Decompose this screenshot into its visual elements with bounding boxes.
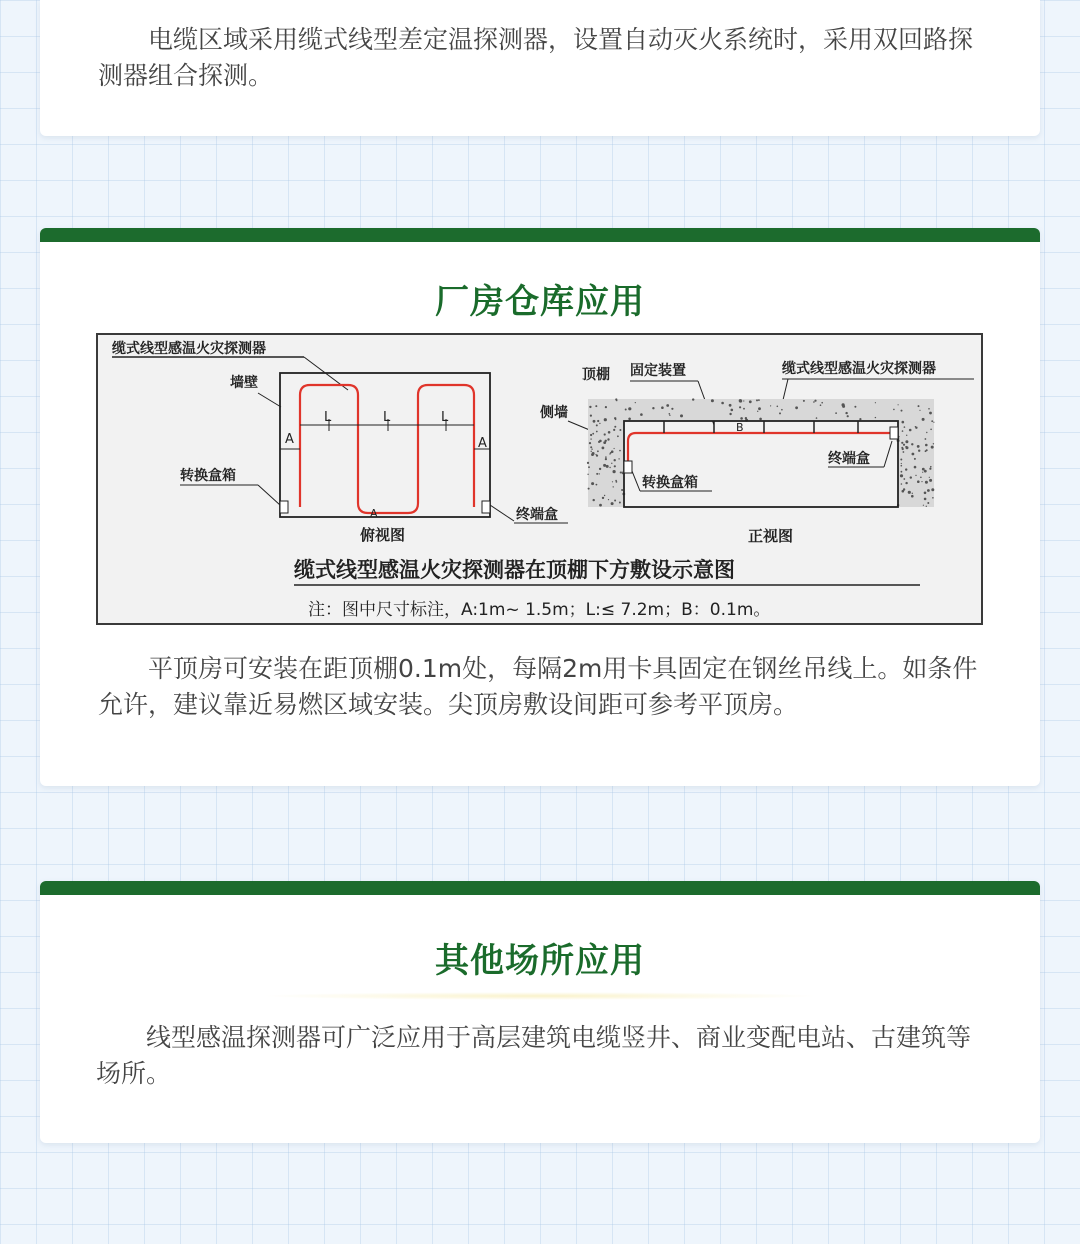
concrete-speckle xyxy=(589,442,591,444)
concrete-speckle xyxy=(821,402,823,404)
concrete-speckle xyxy=(931,420,933,422)
concrete-speckle xyxy=(904,426,906,428)
concrete-speckle xyxy=(671,408,673,410)
concrete-speckle xyxy=(669,415,670,416)
concrete-speckle xyxy=(898,404,899,405)
concrete-speckle xyxy=(615,419,617,421)
concrete-speckle xyxy=(619,502,621,504)
left-detector-label: 缆式线型感温火灾探测器 xyxy=(112,341,266,357)
section-title: 其他场所应用 xyxy=(435,941,645,981)
concrete-speckle xyxy=(803,400,805,402)
concrete-speckle xyxy=(930,429,932,431)
dim-a-2: A xyxy=(478,436,487,451)
room-outline xyxy=(280,373,490,517)
concrete-speckle xyxy=(901,465,903,467)
diagram-note: 注：图中尺寸标注，A:1m~ 1.5m；L:≤ 7.2m；B：0.1m。 xyxy=(308,600,771,620)
concrete-speckle xyxy=(590,434,592,436)
concrete-speckle xyxy=(906,435,907,436)
concrete-speckle xyxy=(661,406,664,409)
concrete-speckle xyxy=(621,489,623,491)
concrete-speckle xyxy=(930,466,932,468)
right-detector-label: 缆式线型感温火灾探测器 xyxy=(782,361,936,377)
concrete-speckle xyxy=(596,424,598,426)
concrete-speckle xyxy=(599,423,600,424)
concrete-speckle xyxy=(614,500,616,502)
concrete-speckle xyxy=(590,446,592,448)
concrete-speckle xyxy=(908,491,911,494)
concrete-speckle xyxy=(617,435,619,437)
concrete-speckle xyxy=(597,450,599,452)
concrete-speckle xyxy=(903,444,905,446)
concrete-speckle xyxy=(931,488,934,491)
concrete-speckle xyxy=(859,418,861,420)
concrete-speckle xyxy=(929,477,930,478)
concrete-speckle xyxy=(920,477,922,479)
section-title: 厂房仓库应用 xyxy=(435,282,645,322)
concrete-speckle xyxy=(587,462,589,464)
concrete-speckle xyxy=(590,438,591,439)
concrete-speckle xyxy=(612,481,613,482)
concrete-speckle xyxy=(814,400,816,402)
concrete-speckle xyxy=(595,405,597,407)
end-box-label: 终端盒 xyxy=(516,507,558,523)
concrete-speckle xyxy=(927,502,929,504)
concrete-speckle xyxy=(739,406,741,408)
concrete-speckle xyxy=(926,432,927,433)
concrete-speckle xyxy=(905,482,907,484)
concrete-speckle xyxy=(611,463,612,464)
concrete-speckle xyxy=(602,447,605,450)
concrete-speckle xyxy=(616,400,618,402)
concrete-speckle xyxy=(835,412,837,414)
card-header-bar xyxy=(40,881,1040,895)
concrete-speckle xyxy=(739,399,742,402)
concrete-speckle xyxy=(842,405,845,408)
concrete-speckle xyxy=(816,417,818,419)
concrete-speckle xyxy=(605,456,607,458)
concrete-speckle xyxy=(923,505,924,506)
ceiling-label: 顶棚 xyxy=(582,367,610,383)
concrete-speckle xyxy=(588,466,590,468)
concrete-speckle xyxy=(931,446,934,449)
concrete-speckle xyxy=(731,409,734,412)
concrete-speckle xyxy=(591,482,594,485)
converter-box xyxy=(280,501,288,513)
dim-b: B xyxy=(736,421,744,434)
concrete-speckle xyxy=(922,418,925,421)
concrete-speckle xyxy=(919,410,920,411)
concrete-speckle xyxy=(592,452,595,455)
dim-a-3: A xyxy=(370,507,378,520)
concrete-speckle xyxy=(924,492,927,495)
concrete-speckle xyxy=(611,450,614,453)
concrete-speckle xyxy=(770,405,771,406)
concrete-speckle xyxy=(933,443,934,444)
concrete-speckle xyxy=(589,406,591,408)
concrete-speckle xyxy=(909,429,912,432)
cable-path-top-view xyxy=(300,385,474,513)
concrete-speckle xyxy=(613,429,615,431)
concrete-speckle xyxy=(902,421,905,424)
concrete-speckle xyxy=(779,412,781,414)
concrete-speckle xyxy=(729,404,732,407)
concrete-speckle xyxy=(604,433,606,435)
concrete-speckle xyxy=(614,426,616,428)
concrete-speckle xyxy=(619,450,621,452)
dim-l-3: L xyxy=(441,410,449,425)
other-places-card xyxy=(40,881,1040,1143)
concrete-speckle xyxy=(929,479,932,482)
concrete-speckle xyxy=(652,407,654,409)
concrete-speckle xyxy=(711,399,714,402)
concrete-speckle xyxy=(777,406,779,408)
concrete-speckle xyxy=(917,445,920,448)
concrete-speckle xyxy=(592,433,594,435)
concrete-speckle xyxy=(628,418,631,421)
concrete-speckle xyxy=(620,472,622,474)
converter-label: 转换盒箱 xyxy=(180,468,236,484)
concrete-speckle xyxy=(680,414,683,417)
concrete-speckle xyxy=(606,465,609,468)
concrete-speckle xyxy=(900,474,903,477)
concrete-speckle xyxy=(813,401,815,403)
concrete-speckle xyxy=(595,454,596,455)
concrete-speckle xyxy=(845,412,847,414)
wall-label: 墙壁 xyxy=(230,375,258,391)
concrete-speckle xyxy=(875,417,876,418)
concrete-speckle xyxy=(903,478,905,480)
concrete-speckle xyxy=(599,504,602,507)
concrete-speckle xyxy=(729,413,731,415)
end-box xyxy=(482,501,490,513)
installation-diagram xyxy=(96,333,983,625)
concrete-speckle xyxy=(588,488,590,490)
concrete-speckle xyxy=(915,426,916,427)
concrete-speckle xyxy=(905,440,908,443)
dim-a-1: A xyxy=(285,432,294,447)
concrete-speckle xyxy=(902,490,905,493)
concrete-speckle xyxy=(669,413,671,415)
concrete-speckle xyxy=(587,474,588,475)
concrete-speckle xyxy=(625,409,627,411)
top-view-label: 俯视图 xyxy=(360,526,406,544)
concrete-speckle xyxy=(922,472,923,473)
concrete-speckle xyxy=(666,404,669,407)
concrete-speckle xyxy=(614,448,615,449)
concrete-speckle xyxy=(929,468,931,470)
concrete-speckle xyxy=(599,468,601,470)
concrete-speckle xyxy=(875,402,876,403)
end-box-2 xyxy=(890,427,898,439)
concrete-speckle xyxy=(591,451,592,452)
concrete-speckle xyxy=(604,495,605,496)
concrete-speckle xyxy=(597,420,599,422)
concrete-speckle xyxy=(596,431,598,433)
concrete-speckle xyxy=(914,458,916,460)
concrete-speckle xyxy=(622,472,623,473)
concrete-speckle xyxy=(628,407,631,410)
end-box-label-2: 终端盒 xyxy=(828,451,870,467)
concrete-speckle xyxy=(924,498,927,501)
concrete-speckle xyxy=(847,415,849,417)
concrete-speckle xyxy=(591,449,592,450)
concrete-speckle xyxy=(901,442,903,444)
concrete-speckle xyxy=(692,398,694,400)
concrete-speckle xyxy=(932,497,934,499)
card-header-bar xyxy=(40,228,1040,242)
concrete-speckle xyxy=(599,473,600,474)
diagram-drawing xyxy=(98,335,981,623)
concrete-speckle xyxy=(922,468,925,471)
concrete-speckle xyxy=(911,443,913,445)
concrete-speckle xyxy=(925,444,928,447)
concrete-speckle xyxy=(618,458,619,459)
concrete-speckle xyxy=(603,441,606,444)
concrete-speckle xyxy=(608,431,611,434)
concrete-speckle xyxy=(900,459,902,461)
concrete-speckle xyxy=(614,465,616,467)
concrete-speckle xyxy=(613,486,614,487)
front-view-label: 正视图 xyxy=(748,527,794,545)
concrete-speckle xyxy=(721,402,724,405)
concrete-speckle xyxy=(927,489,930,492)
concrete-speckle xyxy=(901,410,903,412)
concrete-speckle xyxy=(590,415,592,417)
concrete-speckle xyxy=(914,466,917,469)
concrete-speckle xyxy=(820,404,822,406)
concrete-speckle xyxy=(902,430,904,432)
concrete-speckle xyxy=(607,438,609,440)
concrete-speckle xyxy=(912,493,913,494)
factory-warehouse-paragraph: 平顶房可安装在距顶棚0.1m处，每隔2m用卡具固定在钢丝吊线上。如条件允许，建议靠近易燃区域安装。尖顶房敷设间距可参考平顶房。 xyxy=(98,654,978,719)
concrete-speckle xyxy=(912,453,915,456)
concrete-speckle xyxy=(901,471,903,473)
concrete-speckle xyxy=(924,470,927,473)
concrete-speckle xyxy=(915,475,916,476)
concrete-speckle xyxy=(593,499,595,501)
concrete-speckle xyxy=(608,499,609,500)
concrete-speckle xyxy=(906,446,909,449)
concrete-speckle xyxy=(918,450,920,452)
concrete-speckle xyxy=(905,468,907,470)
concrete-speckle xyxy=(893,409,895,411)
diagram-caption: 缆式线型感温火灾探测器在顶棚下方敷设示意图 xyxy=(294,558,735,582)
concrete-speckle xyxy=(743,400,744,401)
concrete-speckle xyxy=(749,400,752,403)
concrete-speckle xyxy=(609,467,610,468)
concrete-speckle xyxy=(758,407,761,410)
concrete-speckle xyxy=(925,438,927,440)
concrete-speckle xyxy=(640,413,643,416)
concrete-speckle xyxy=(605,458,607,460)
concrete-speckle xyxy=(740,417,743,420)
dim-l-1: L xyxy=(324,410,332,425)
converter-box-2 xyxy=(624,461,632,473)
concrete-speckle xyxy=(611,502,614,505)
concrete-speckle xyxy=(757,411,758,412)
concrete-speckle xyxy=(928,408,930,410)
concrete-speckle xyxy=(613,470,616,473)
concrete-speckle xyxy=(756,399,758,401)
concrete-speckle xyxy=(603,464,606,467)
concrete-speckle xyxy=(605,406,607,408)
concrete-speckle xyxy=(921,481,922,482)
concrete-speckle xyxy=(910,476,912,478)
title-underline-glow xyxy=(260,992,820,1000)
concrete-speckle xyxy=(596,473,598,475)
concrete-speckle xyxy=(917,480,920,483)
concrete-speckle xyxy=(598,441,600,443)
concrete-speckle xyxy=(930,413,932,415)
concrete-speckle xyxy=(795,406,798,409)
concrete-speckle xyxy=(903,451,905,453)
cable-area-card xyxy=(40,0,1040,136)
concrete-speckle xyxy=(596,484,598,486)
concrete-speckle xyxy=(911,495,914,498)
concrete-speckle xyxy=(933,422,934,423)
concrete-speckle xyxy=(925,481,928,484)
other-places-paragraph: 线型感温探测器可广泛应用于高层建筑电缆竖井、商业变配电站、古建筑等场所。 xyxy=(96,1023,972,1088)
dim-l-2: L xyxy=(383,410,391,425)
factory-warehouse-card xyxy=(40,228,1040,786)
concrete-speckle xyxy=(619,429,621,431)
concrete-speckle xyxy=(926,506,927,507)
concrete-speckle xyxy=(602,497,604,499)
concrete-speckle xyxy=(604,418,607,421)
cable-area-paragraph: 电缆区域采用缆式线型差定温探测器，设置自动灭火系统时，采用双回路探测器组合探测。 xyxy=(98,25,974,90)
converter-label-2: 转换盒箱 xyxy=(642,475,698,491)
concrete-speckle xyxy=(901,463,902,464)
concrete-speckle xyxy=(614,459,616,461)
fixture-label: 固定装置 xyxy=(630,363,686,379)
concrete-speckle xyxy=(901,483,903,485)
side-wall-label: 侧墙 xyxy=(540,405,568,421)
concrete-speckle xyxy=(635,402,636,403)
concrete-speckle xyxy=(901,447,903,449)
concrete-speckle xyxy=(615,480,617,482)
concrete-speckle xyxy=(925,450,927,452)
concrete-speckle xyxy=(758,399,760,401)
concrete-speckle xyxy=(759,418,762,421)
concrete-speckle xyxy=(743,408,745,410)
concrete-speckle xyxy=(593,420,596,423)
concrete-speckle xyxy=(854,406,856,408)
concrete-speckle xyxy=(918,405,920,407)
concrete-speckle xyxy=(781,409,783,411)
